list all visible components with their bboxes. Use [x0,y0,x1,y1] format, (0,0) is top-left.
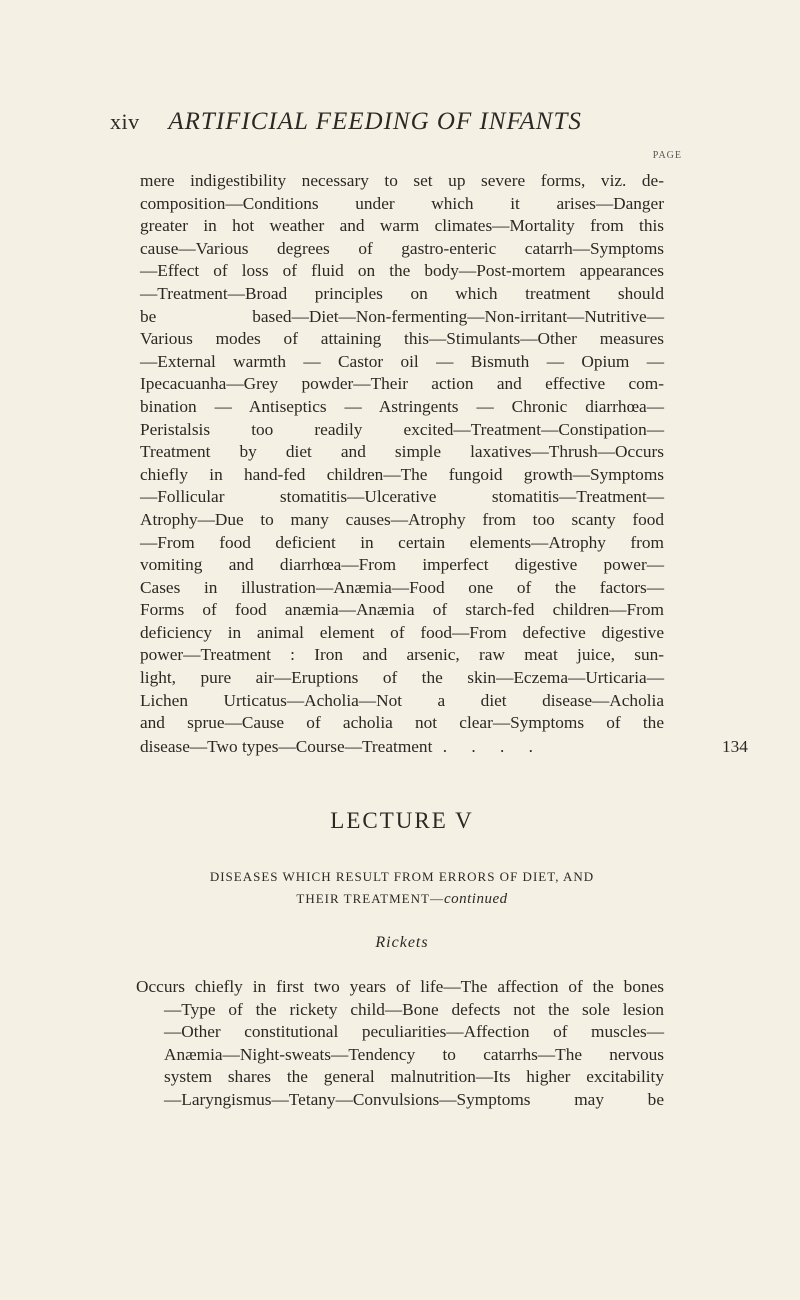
running-title: ARTIFICIAL FEEDING OF INFANTS [168,108,582,135]
text-line: Atrophy—Due to many causes—Atrophy from too scanty food [140,509,664,529]
text-line: be based—Diet—Non-fermenting—Non-irritant—Nutritive— [140,306,664,326]
text-line: —Follicular stomatitis—Ulcerative stomatitis—Treatment— [140,487,664,507]
subtitle-text: THEIR TREATMENT— [296,891,444,906]
text-line: Peristalsis too readily excited—Treatment—Constipation— [140,419,664,439]
text-line: Various modes of attaining this—Stimulants—Other measures [140,329,664,349]
text-line: cause—Various degrees of gastro-enteric catarrh—Symptoms [140,238,664,258]
continued-label: continued [443,891,508,907]
text-line: mere indigestibility necessary to set up severe forms, viz. de- [140,171,664,190]
page-column-label: PAGE [652,150,682,161]
contents-entry-text [140,170,664,735]
text-line: Lichen Urticatus—Acholia—Not a diet disease—Acholia [140,690,664,710]
text-line: Anæmia—Night-sweats—Tendency to catarrhs—The nervous [164,1044,664,1064]
contents-entry-last-line [140,737,748,757]
lecture-subtitle [140,866,664,910]
section-heading: Rickets [375,934,429,951]
section-text [136,976,664,1112]
folio-number: xiv [110,109,140,134]
text-line: disease—Two types—Course—Treatment [140,737,433,756]
text-line: bination — Antiseptics — Astringents — Chronic diarrhœa— [140,396,664,416]
text-line: chiefly in hand-fed children—The fungoid growth—Symptoms [140,464,664,484]
text-line: —Effect of loss of fluid on the body—Post-mortem appearances [140,261,664,281]
text-line: —Treatment—Broad principles on which treatment should [140,283,664,303]
subtitle-line: DISEASES WHICH RESULT FROM ERRORS OF DIET, AND [209,869,595,884]
text-line: composition—Conditions under which it arises—Danger [140,193,664,213]
text-line: —Type of the rickety child—Bone defects not the sole lesion [164,999,664,1019]
leader-dots: . . . . [442,737,543,756]
text-line: system shares the general malnutrition—Its higher excitability [164,1067,664,1087]
running-head [110,108,670,136]
subtitle-line [140,888,664,910]
text-line: power—Treatment : Iron and arsenic, raw meat juice, sun- [140,645,664,665]
text-line: Treatment by diet and simple laxatives—Thrush—Occurs [140,442,664,462]
text-line: deficiency in animal element of food—From defective digestive [140,622,664,642]
text-line: —Laryngismus—Tetany—Convulsions—Symptoms may be [164,1089,664,1109]
text-line: Forms of food anæmia—Anæmia of starch-fed children—From [140,600,664,620]
page-reference: 134 [722,737,748,756]
text-line: greater in hot weather and warm climates—Mortality from this [140,216,664,236]
text-line: and sprue—Cause of acholia not clear—Symptoms of the [140,713,664,733]
text-line: light, pure air—Eruptions of the skin—Eczema—Urticaria— [140,668,664,688]
text-line: Cases in illustration—Anæmia—Food one of the factors— [140,577,664,597]
text-line: —External warmth — Castor oil — Bismuth — Opium — [140,351,664,371]
text-line: vomiting and diarrhœa—From imperfect digestive power— [140,555,664,575]
lecture-heading: LECTURE V [330,808,474,833]
text-line: —From food deficient in certain elements—Atrophy from [140,532,664,552]
text-line: —Other constitutional peculiarities—Affection of muscles— [164,1022,664,1042]
text-line: Occurs chiefly in first two years of life—The affection of the bones [136,977,664,996]
text-line: Ipecacuanha—Grey powder—Their action and effective com- [140,374,664,394]
